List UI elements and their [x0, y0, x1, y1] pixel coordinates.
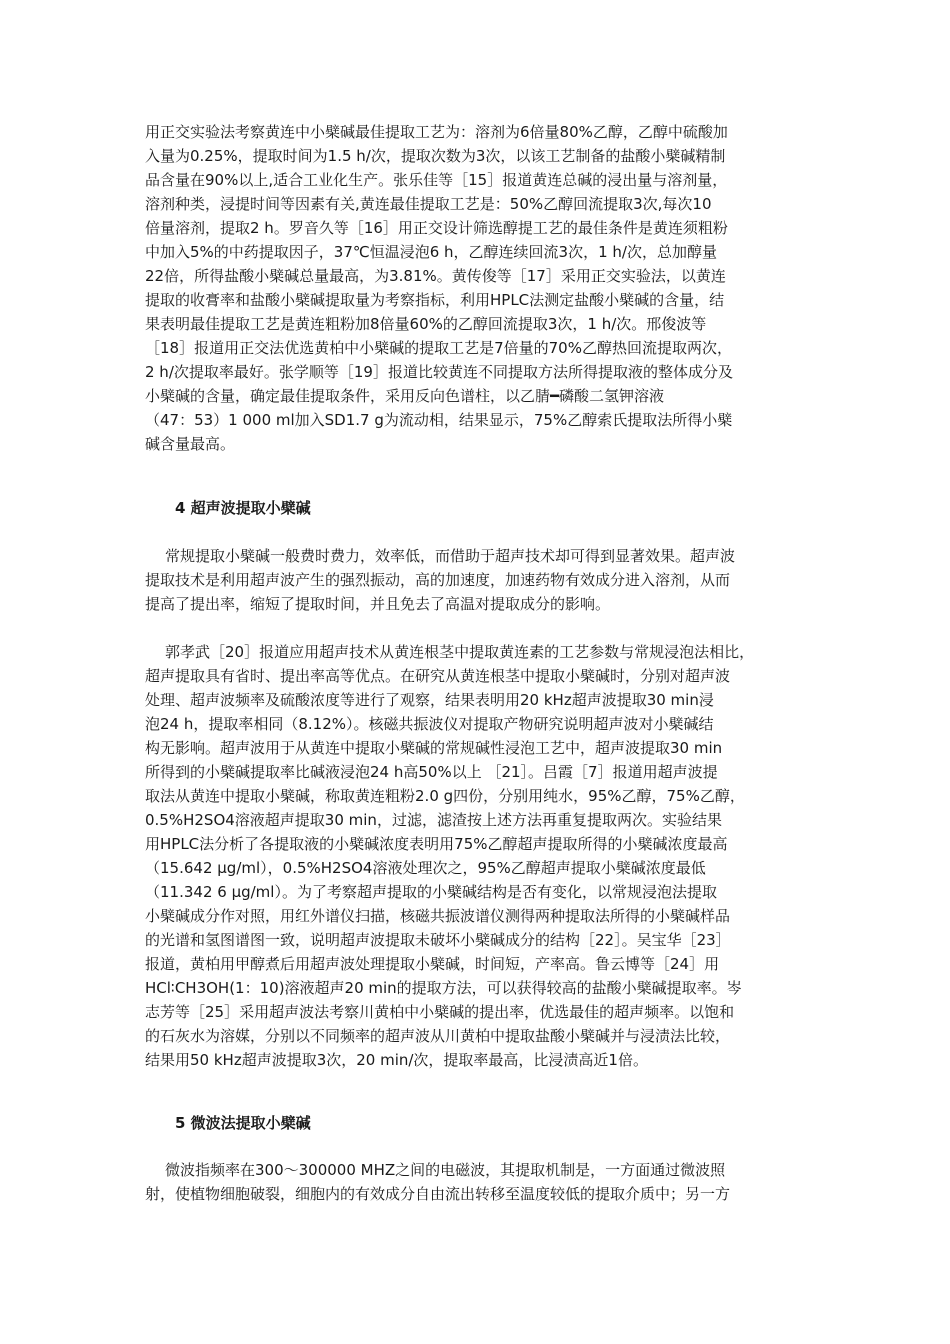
- text-line: 提高了提出率，缩短了提取时间，并且免去了高温对提取成分的影响。: [145, 595, 611, 613]
- text-line: 小檗碱成分作对照，用红外谱仪扫描，核磁共振波谱仪测得两种提取法所得的小檗碱样品: [145, 907, 731, 925]
- text-line: 泡24 h，提取率相同（8.12%）。核磁共振波仪对提取产物研究说明超声波对小檗碱结: [145, 715, 714, 733]
- text-line: 用HPLC法分析了各提取液的小檗碱浓度表明用75%乙醇超声提取所得的小檗碱浓度最高: [145, 835, 728, 853]
- text-line: 结果用50 kHz超声波提取3次，20 min/次，提取率最高，比浸渍高近1倍。: [145, 1051, 648, 1069]
- text-line: 的石灰水为溶媒，分别以不同频率的超声波从川黄柏中提取盐酸小檗碱并与浸渍法比较，: [145, 1027, 731, 1045]
- text-line: 微波指频率在300～300000 MHZ之间的电磁波，其提取机制是，一方面通过微波照: [165, 1161, 726, 1179]
- text-line: HCl∶CH3OH(1：10)溶液超声20 min的提取方法，可以获得较高的盐酸小檗碱提取率。岑: [145, 979, 742, 997]
- text-line: 碱含量最高。: [145, 435, 236, 453]
- text-line: 郭孝武［20］报道应用超声技术从黄连根茎中提取黄连素的工艺参数与常规浸泡法相比，: [165, 643, 755, 661]
- text-line: 22倍，所得盐酸小檗碱总量最高，为3.81%。黄传俊等［17］采用正交实验法，以黄连: [145, 267, 726, 285]
- section-heading-ultrasonic: 4 超声波提取小檗碱: [175, 499, 311, 517]
- text-line: 常规提取小檗碱一般费时费力，效率低，而借助于超声技术却可得到显著效果。超声波: [165, 547, 736, 565]
- text-line: 溶剂种类，浸提时间等因素有关,黄连最佳提取工艺是：50%乙醇回流提取3次,每次10: [145, 195, 712, 213]
- text-line: 用正交实验法考察黄连中小檗碱最佳提取工艺为：溶剂为6倍量80%乙醇，乙醇中硫酸加: [145, 123, 728, 141]
- text-line: 取法从黄连中提取小檗碱，称取黄连粗粉2.0 g四份，分别用纯水，95%乙醇，75%乙醇，: [145, 787, 745, 805]
- text-line: 小檗碱的含量，确定最佳提取条件，采用反向色谱柱，以乙腈━磷酸二氢钾溶液: [145, 387, 665, 405]
- text-line: 入量为0.25%，提取时间为1.5 h/次，提取次数为3次，以该工艺制备的盐酸小檗碱精制: [145, 147, 726, 165]
- text-line: （11.342 6 μg/ml）。为了考察超声提取的小檗碱结构是否有变化，以常规浸泡法提取: [145, 883, 717, 901]
- text-line: 超声提取具有省时、提出率高等优点。在研究从黄连根茎中提取小檗碱时，分别对超声波: [145, 667, 731, 685]
- paragraph-ultrasonic-studies: [145, 640, 815, 1072]
- text-line: 处理、超声波频率及硫酸浓度等进行了观察，结果表明用20 kHz超声波提取30 min浸: [145, 691, 714, 709]
- text-line: 品含量在90%以上,适合工业化生产。张乐佳等［15］报道黄连总碱的浸出量与溶剂量，: [145, 171, 728, 189]
- text-line: 果表明最佳提取工艺是黄连粗粉加8倍量60%的乙醇回流提取3次，1 h/次。邢俊波等: [145, 315, 707, 333]
- text-line: ［18］报道用正交法优选黄柏中小檗碱的提取工艺是7倍量的70%乙醇热回流提取两次，: [145, 339, 732, 357]
- text-line: 提取技术是利用超声波产生的强烈振动，高的加速度，加速药物有效成分进入溶剂，从而: [145, 571, 731, 589]
- paragraph-microwave-intro: [145, 1158, 815, 1206]
- text-line: 0.5%H2SO4溶液超声提取30 min，过滤，滤渣按上述方法再重复提取两次。实验结果: [145, 811, 722, 829]
- text-line: 报道，黄柏用甲醇煮后用超声波处理提取小檗碱，时间短，产率高。鲁云博等［24］用: [145, 955, 720, 973]
- text-line: 射，使植物细胞破裂，细胞内的有效成分自由流出转移至温度较低的提取介质中；另一方: [145, 1185, 731, 1203]
- text-line: 2 h/次提取率最好。张学顺等［19］报道比较黄连不同提取方法所得提取液的整体成分及: [145, 363, 733, 381]
- text-line: 的光谱和氢图谱图一致，说明超声波提取未破坏小檗碱成分的结构［22］。吴宝华［23］: [145, 931, 731, 949]
- text-line: 提取的收膏率和盐酸小檗碱提取量为考察指标，利用HPLC法测定盐酸小檗碱的含量，结: [145, 291, 725, 309]
- paragraph-ultrasonic-intro: [145, 544, 815, 616]
- section-heading-microwave: 5 微波法提取小檗碱: [175, 1114, 311, 1132]
- paragraph-orthogonal-extraction: [145, 120, 815, 456]
- text-line: 中加入5%的中药提取因子，37℃恒温浸泡6 h，乙醇连续回流3次，1 h/次，总加醇量: [145, 243, 717, 261]
- text-line: （47：53）1 000 ml加入SD1.7 g为流动相，结果显示，75%乙醇索氏提取法所得小檗: [145, 411, 733, 429]
- text-line: 所得到的小檗碱提取率比碱液浸泡24 h高50%以上 ［21］。吕霞［7］报道用超声波提: [145, 763, 718, 781]
- text-line: 倍量溶剂，提取2 h。罗音久等［16］用正交设计筛选醇提工艺的最佳条件是黄连须粗粉: [145, 219, 728, 237]
- text-line: （15.642 μg/ml），0.5%H2SO4溶液处理次之，95%乙醇超声提取小檗碱浓度最低: [145, 859, 706, 877]
- text-line: 志芳等［25］采用超声波法考察川黄柏中小檗碱的提出率，优选最佳的超声频率。以饱和: [145, 1003, 735, 1021]
- text-line: 构无影响。超声波用于从黄连中提取小檗碱的常规碱性浸泡工艺中，超声波提取30 min: [145, 739, 723, 757]
